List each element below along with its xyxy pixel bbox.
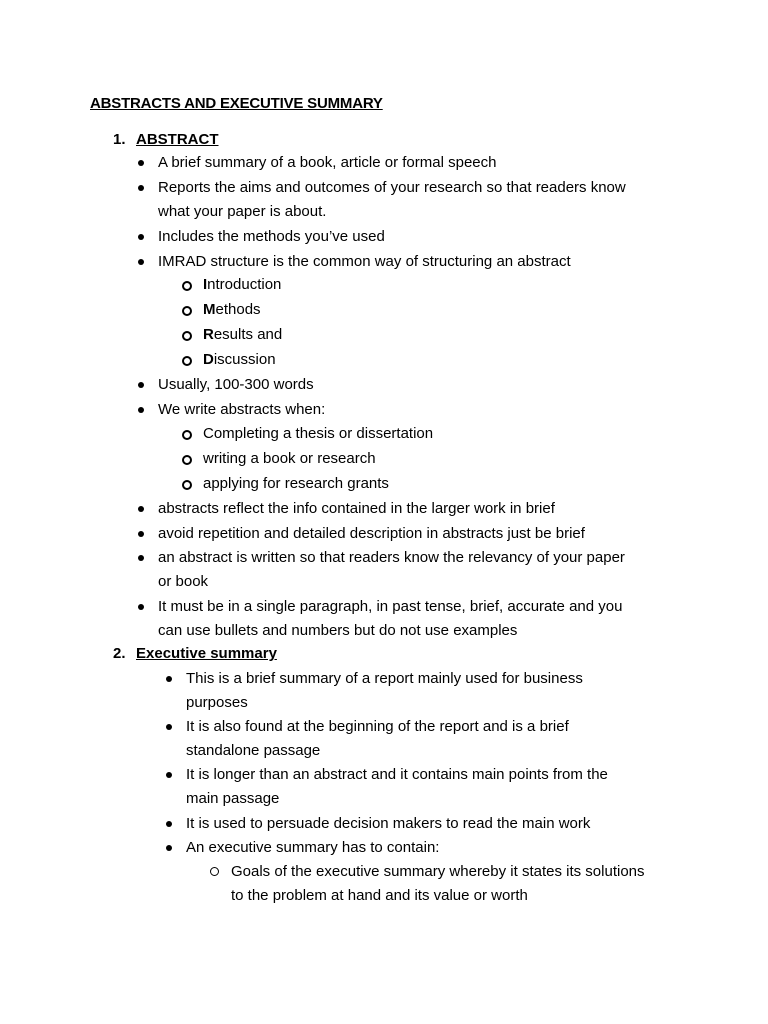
sub-list-item: Goals of the executive summary whereby it states its solutions: [231, 863, 645, 880]
sub-list-item: Completing a thesis or dissertation: [203, 425, 434, 442]
sub-list-item: applying for research grants: [203, 475, 389, 492]
list-item: It is also found at the beginning of the report and is a brief: [186, 718, 569, 735]
list-item: an abstract is written so that readers know the relevancy of your paper: [158, 549, 625, 566]
list-item-continuation: main passage: [186, 790, 280, 807]
section-number: 1.: [113, 131, 126, 148]
list-item: An executive summary has to contain:: [186, 839, 440, 856]
sub-bullet-icon: [182, 480, 192, 490]
section-title: ABSTRACT: [136, 131, 219, 148]
list-item-continuation: or book: [158, 573, 209, 590]
list-item: Usually, 100-300 words: [158, 376, 314, 393]
bullet-icon: [166, 821, 172, 827]
sub-list-item: writing a book or research: [203, 450, 376, 467]
list-item: Reports the aims and outcomes of your research so that readers know: [158, 179, 626, 196]
bullet-icon: [166, 724, 172, 730]
bullet-icon: [138, 234, 144, 240]
list-item: We write abstracts when:: [158, 401, 326, 418]
list-item: abstracts reflect the info contained in the larger work in brief: [158, 500, 555, 517]
sub-list-item: Introduction: [203, 276, 282, 293]
bullet-icon: [138, 555, 144, 561]
sub-bullet-icon: [182, 455, 192, 465]
sub-list-item: Results and: [203, 326, 283, 343]
bullet-icon: [138, 531, 144, 537]
sub-list-item-continuation: to the problem at hand and its value or worth: [231, 887, 528, 904]
sub-bullet-icon: [182, 356, 192, 366]
list-item-continuation: what your paper is about.: [158, 203, 327, 220]
bullet-icon: [138, 604, 144, 610]
list-item-continuation: can use bullets and numbers but do not use examples: [158, 622, 518, 639]
list-item: It is longer than an abstract and it contains main points from the: [186, 766, 608, 783]
list-item: This is a brief summary of a report mainly used for business: [186, 670, 583, 687]
sub-bullet-icon: [210, 867, 219, 876]
list-item: Includes the methods you’ve used: [158, 228, 385, 245]
bullet-icon: [138, 185, 144, 191]
sub-bullet-icon: [182, 281, 192, 291]
list-item: avoid repetition and detailed description in abstracts just be brief: [158, 525, 585, 542]
sub-bullet-icon: [182, 331, 192, 341]
list-item: It is used to persuade decision makers to read the main work: [186, 815, 591, 832]
bullet-icon: [138, 160, 144, 166]
list-item: A brief summary of a book, article or formal speech: [158, 154, 497, 171]
sub-bullet-icon: [182, 306, 192, 316]
bullet-icon: [166, 845, 172, 851]
bullet-icon: [138, 506, 144, 512]
bullet-icon: [138, 382, 144, 388]
section-title: Executive summary: [136, 645, 277, 662]
bullet-icon: [138, 259, 144, 265]
bullet-icon: [138, 407, 144, 413]
list-item: IMRAD structure is the common way of structuring an abstract: [158, 253, 571, 270]
document-title: ABSTRACTS AND EXECUTIVE SUMMARY: [90, 95, 383, 112]
list-item-continuation: purposes: [186, 694, 248, 711]
list-item: It must be in a single paragraph, in past tense, brief, accurate and you: [158, 598, 623, 615]
list-item-continuation: standalone passage: [186, 742, 321, 759]
sub-list-item: Discussion: [203, 351, 276, 368]
bullet-icon: [166, 676, 172, 682]
sub-bullet-icon: [182, 430, 192, 440]
bullet-icon: [166, 772, 172, 778]
sub-list-item: Methods: [203, 301, 261, 318]
section-number: 2.: [113, 645, 126, 662]
